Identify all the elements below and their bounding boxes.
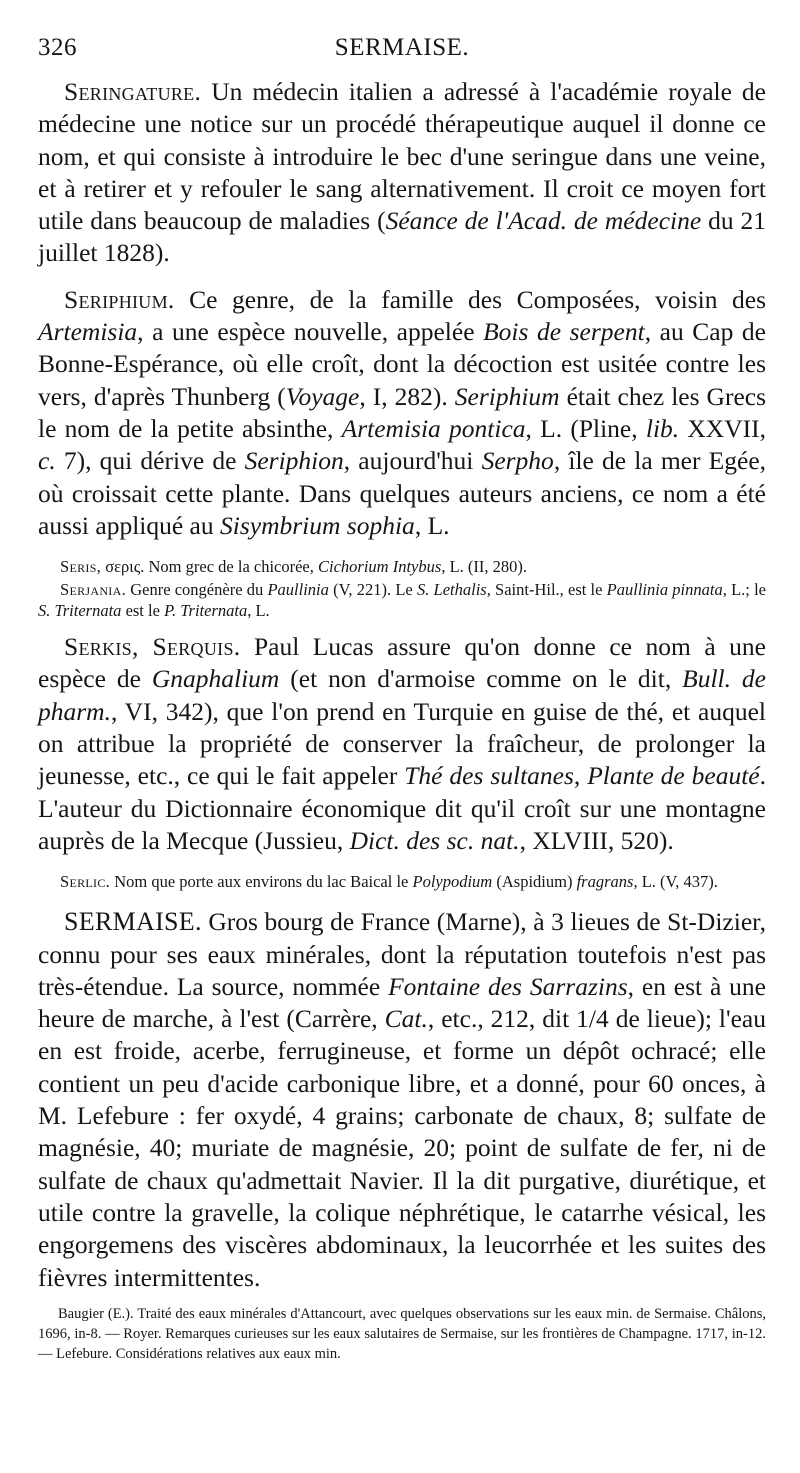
italic-term: Fontaine des Sarrazins [388,971,628,1001]
italic-term: Dict. des sc. nat. [349,825,520,855]
italic-term: Paullinia [267,580,329,600]
italic-term: Paullinia pinnata [606,580,723,600]
entry-seriphium [38,284,766,542]
entry-sermaise [38,906,766,1294]
italic-term: Seriphion [244,446,344,476]
entry-body: Gros bourg de France (Marne), à 3 lieues de St-Dizier, connu pour ses eaux minérales, dont la réputation toutefois n'est pas très-étendue. La source, nommée Fontaine des Sarrazins, en est à une heure de marche, à l'est (Carrère, Cat., etc., 212, dit 1/4 de lieue); l'eau en est froide, acerbe, ferrugineuse, et forme un dépôt ochracé; elle contient un peu d'acide carbonique libre, et a donné, pour 60 onces, à M. Lefebure : fer oxydé, 4 grains; carbonate de chaux, 8; sulfate de magnésie, 40; muriate de magnésie, 20; point de sulfate de fer, ni de sulfate de chaux qu'admettait Navier. Il la dit purgative, diurétique, et utile contre la gravelle, la colique néphrétique, le catarrhe vésical, les engorgemens des viscères abdominaux, la leucorrhée et les suites des fièvres intermittentes. [38,907,767,1292]
entry-head: Serkis, Serquis. [64,632,241,662]
italic-term: Cat. [384,1004,428,1034]
italic-term: Bull. de pharm. [38,664,766,726]
entry-head: Serlic. [60,872,111,892]
entry-body: Ce genre, de la famille des Composées, voisin des Artemisia, a une espèce nouvelle, appelée Bois de serpent, au Cap de Bonne-Espérance, où elle croît, dont la décoction est usitée contre les vers, d'après Thunberg (Voyage, I, 282). Seriphium était chez les Grecs le nom de la petite absinthe, Artemisia pontica, L. (Pline, lib. XXVII, c. 7), qui dérive de Seriphion, aujourd'hui Serpho, île de la mer Egée, où croissait cette plante. Dans quelques auteurs anciens, ce nom a été aussi appliqué au Sisymbrium sophia, L. [38,284,767,540]
entry-head: Seringature. [64,77,202,106]
italic-term: Seriphium [454,381,560,411]
entry-body: σερις. Nom grec de la chicorée, Cichorium Intybus, L. (II, 280). [101,557,527,577]
italic-term: Voyage [285,381,360,411]
italic-term: c. [38,446,56,476]
italic-term: Polypodium [412,872,493,892]
italic-term: Artemisia [38,317,138,347]
italic-term: Plante de beauté [587,761,760,791]
italic-term: Sisymbrium sophia [220,510,415,540]
italic-term: P. Triternata [164,601,248,621]
entry-serkis [38,631,766,857]
entry-body: Paul Lucas assure qu'on donne ce nom à une espèce de Gnaphalium (et non d'armoise comme on le dit, Bull. de pharm., VI, 342), que l'on prend en Turquie en guise de thé, et auquel on attribue la propriété de conserver la fraîcheur, de prolonger la jeunesse, etc., ce qui le fait appeler Thé des sultanes, Plante de beauté. L'auteur du Dictionnaire économique dit qu'il croît sur une montagne auprès de la Mecque (Jussieu, Dict. des sc. nat., XLVIII, 520). [38,632,767,855]
entry-seris [38,556,766,577]
italic-term: Artemisia pontica [341,413,526,443]
entry-head: Seriphium. [64,284,175,314]
page-number: 326 [38,34,77,61]
running-head [38,34,766,74]
italic-term: Séance de l'Acad. de médecine [385,206,702,236]
entry-serlic [38,871,766,892]
italic-term: lib. [645,413,680,443]
entry-body: Genre congénère du Paullinia (V, 221). Le S. Lethalis, Saint-Hil., est le Paullinia pinnata, L.; le S. Triternata est le P. Triternata, L. [38,580,766,621]
italic-term: S. Triternata [38,601,122,621]
entry-head: Seris, [60,557,102,577]
italic-term: Gnaphalium [151,664,280,694]
italic-term: fragrans [576,872,634,892]
italic-term: Serpho [481,446,554,476]
running-title: SERMAISE. [334,34,470,61]
entry-seringature [38,76,766,270]
entry-head: SERMAISE. [64,907,202,937]
italic-term: Thé des sultanes [404,761,574,791]
entry-body: Nom que porte aux environs du lac Baical le Polypodium (Aspidium) fragrans, L. (V, 437). [110,872,718,892]
italic-term: Bois de serpent [483,317,645,347]
bibliography-note: Baugier (E.). Traité des eaux minérales d'Attancourt, avec quelques observations sur les eaux min. de Sermaise. Châlons, 1696, in-8. — Royer. Remarques curieuses sur les eaux salutaires de Sermaise, sur les frontières de Champagne. 1717, in-12. — Lefebure. Considérations relatives aux eaux min. [38,1305,766,1362]
entry-body: Un médecin italien a adressé à l'académie royale de médecine une notice sur un procédé thérapeutique auquel il donne ce nom, et qui consiste à introduire le bec d'une seringue dans une veine, et à retirer et y refouler le sang alternativement. Il croit ce moyen fort utile dans beaucoup de maladies (Séance de l'Acad. de médecine du 21 juillet 1828). [38,77,767,268]
italic-term: S. Lethalis [416,580,487,600]
italic-term: Cichorium Intybus [318,557,442,577]
entry-serjania [38,579,766,621]
entry-head: Serjania. [60,580,126,600]
